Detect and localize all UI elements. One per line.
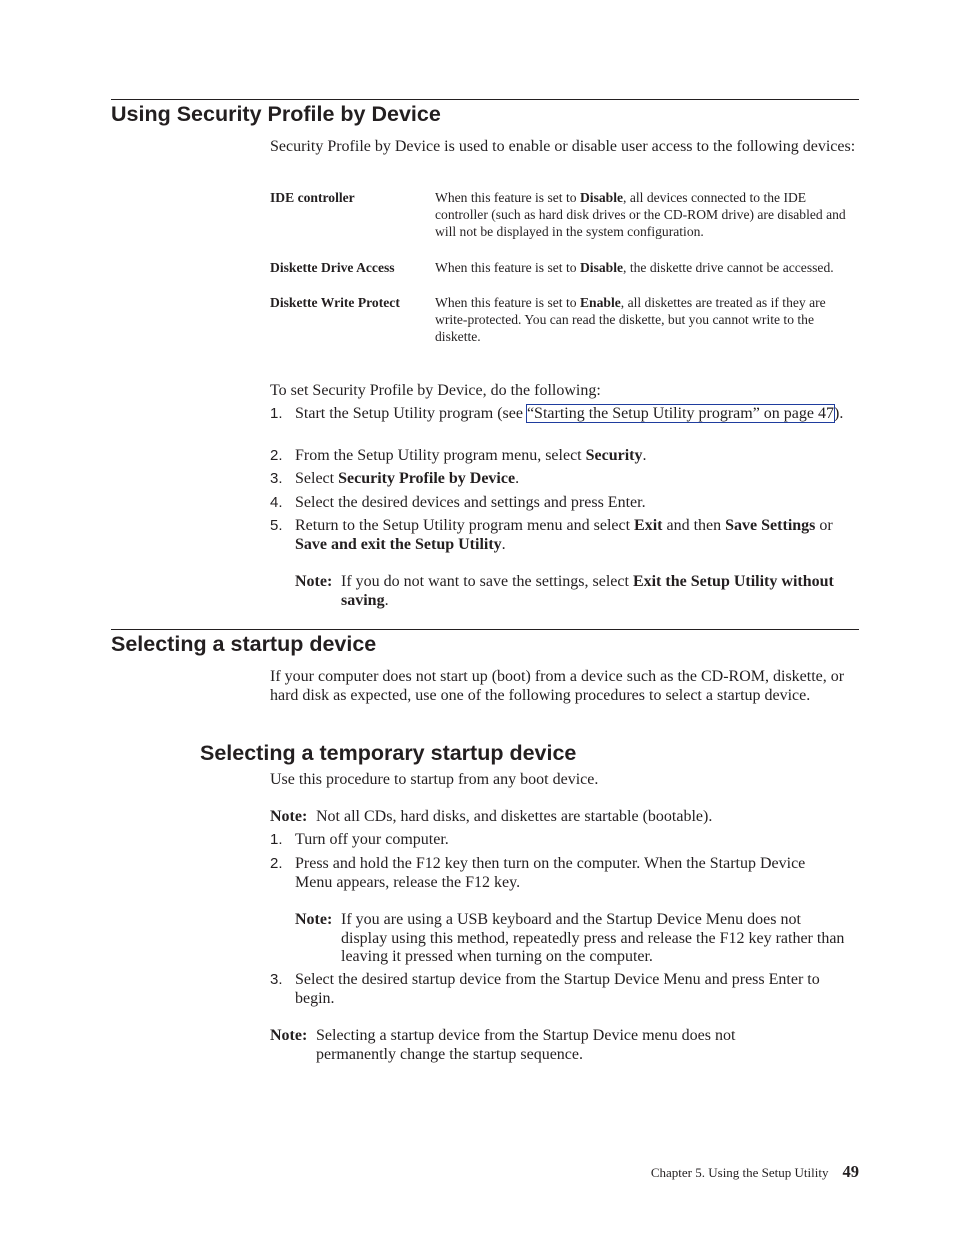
step-number: 1. (270, 831, 283, 848)
note-text: If you are using a USB keyboard and the Startup Device Menu does not display using this method, repeatedly press and release the F12 key rather than leaving it pressed when turning on the computer. (341, 911, 845, 966)
definition-term: Diskette Drive Access (270, 260, 395, 275)
definition-term: Diskette Write Protect (270, 295, 400, 310)
step-number: 1. (270, 405, 283, 422)
step-number: 4. (270, 494, 283, 511)
section-divider (111, 99, 859, 100)
note-label: Note: (270, 1027, 308, 1044)
note-label: Note: (295, 573, 333, 590)
subsection-heading-temporary-startup: Selecting a temporary startup device (200, 741, 577, 765)
note-label: Note: (295, 911, 333, 928)
definition-description: When this feature is set to Disable, all devices connected to the IDE controller (such as hard disk drives or the CD-ROM drive) are disabled and will not be displayed in the system configuration. (435, 190, 846, 240)
intro-paragraph: Security Profile by Device is used to enable or disable user access to the following devices: (270, 138, 856, 155)
intro-paragraph: If your computer does not start up (boot) from a device such as the CD-ROM, diskette, or hard disk as expected, use one of the following procedures to select a startup device. (270, 668, 845, 704)
page-number: 49 (842, 1162, 859, 1181)
intro-paragraph: Use this procedure to startup from any boot device. (270, 771, 599, 788)
step-number: 3. (270, 971, 283, 988)
footer-chapter: Chapter 5. Using the Setup Utility (650, 1165, 829, 1180)
note-text: If you do not want to save the settings, select Exit the Setup Utility without saving. (341, 573, 834, 609)
step-number: 2. (270, 447, 283, 464)
definition-description: When this feature is set to Enable, all diskettes are treated as if they are write-protected. You can read the diskette, but you cannot write to the diskette. (435, 295, 826, 345)
section-divider (111, 629, 859, 630)
step-number: 2. (270, 855, 283, 872)
section-heading-security-profile: Using Security Profile by Device (111, 102, 441, 126)
note-text: Selecting a startup device from the Startup Device menu does not permanently change the startup sequence. (316, 1027, 736, 1063)
section-heading-startup-device: Selecting a startup device (111, 632, 377, 656)
procedure-intro: To set Security Profile by Device, do the following: (270, 382, 601, 399)
definition-term: IDE controller (270, 190, 355, 205)
step-number: 5. (270, 517, 283, 534)
cross-reference-link[interactable]: “Starting the Setup Utility program” on page 47 (526, 405, 834, 422)
page-footer (651, 1162, 859, 1182)
note-text: Not all CDs, hard disks, and diskettes are startable (bootable). (316, 808, 713, 825)
note-label: Note: (270, 808, 308, 825)
step-number: 3. (270, 470, 283, 487)
definition-description: When this feature is set to Disable, the diskette drive cannot be accessed. (435, 260, 834, 275)
